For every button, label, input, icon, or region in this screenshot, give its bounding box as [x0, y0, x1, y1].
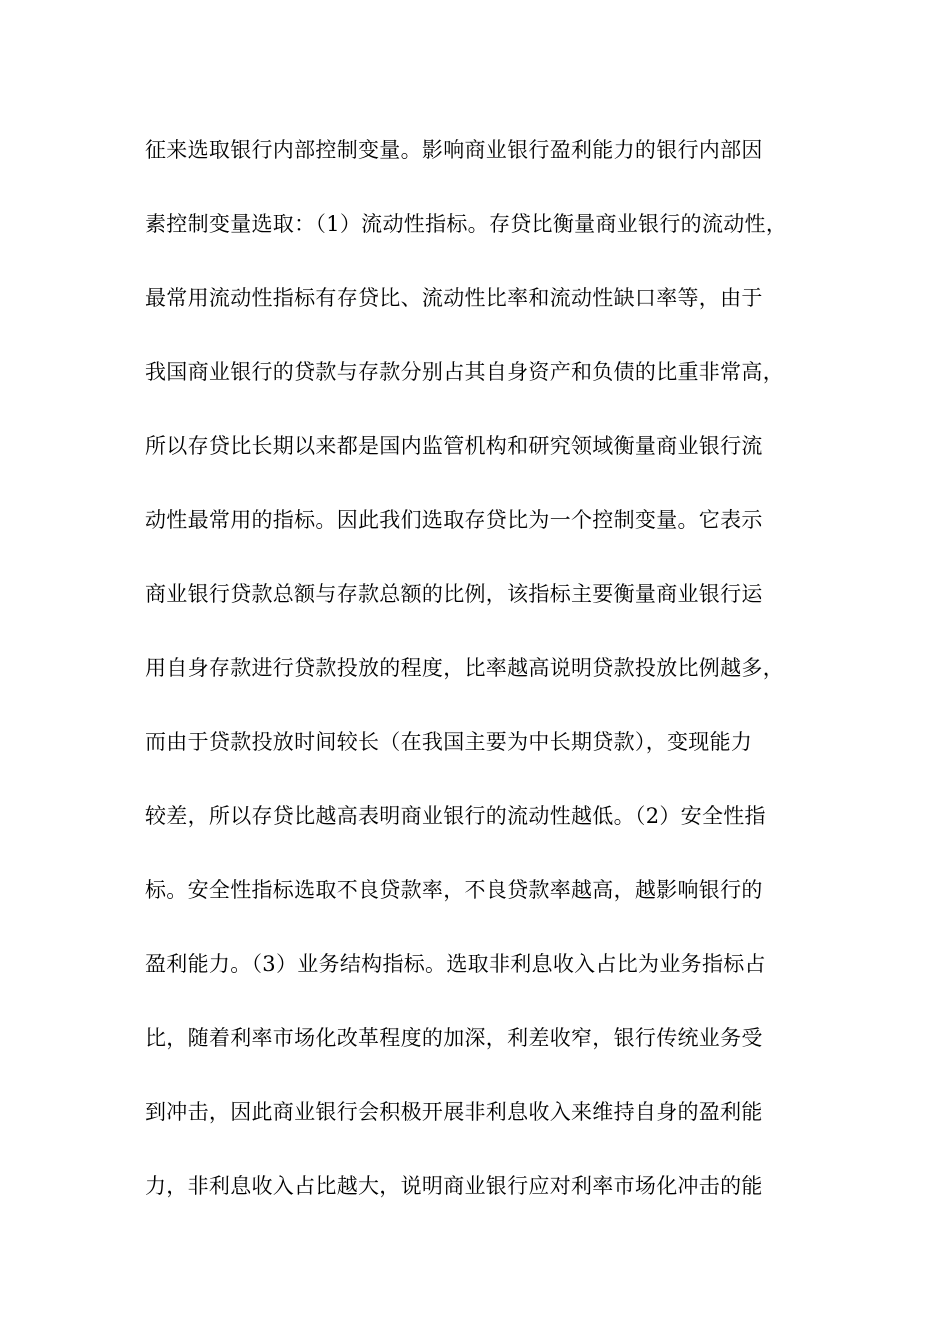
- text-line: 力，非利息收入占比越大，说明商业银行应对利率市场化冲击的能: [145, 1174, 763, 1198]
- text-line: 而由于贷款投放时间较长（在我国主要为中长期贷款），变现能力: [145, 730, 753, 754]
- text-line: 商业银行贷款总额与存款总额的比例，该指标主要衡量商业银行运: [145, 582, 763, 606]
- text-line: 较差，所以存贷比越高表明商业银行的流动性越低。（2）安全性指: [145, 804, 766, 828]
- text-line: 动性最常用的指标。因此我们选取存贷比为一个控制变量。它表示: [145, 508, 763, 532]
- text-line: 到冲击，因此商业银行会积极开展非利息收入来维持自身的盈利能: [145, 1100, 763, 1124]
- text-line: 素控制变量选取：（1）流动性指标。存贷比衡量商业银行的流动性，: [145, 212, 788, 236]
- text-line: 比，随着利率市场化改革程度的加深，利差收窄，银行传统业务受: [145, 1026, 763, 1050]
- text-line: 用自身存款进行贷款投放的程度，比率越高说明贷款投放比例越多，: [145, 656, 784, 680]
- text-line: 标。安全性指标选取不良贷款率，不良贷款率越高，越影响银行的: [145, 878, 763, 902]
- body-text: [145, 133, 825, 1243]
- text-line: 我国商业银行的贷款与存款分别占其自身资产和负债的比重非常高，: [145, 360, 784, 384]
- text-line: 盈利能力。（3）业务结构指标。选取非利息收入占比为业务指标占: [145, 952, 766, 976]
- text-line: 最常用流动性指标有存贷比、流动性比率和流动性缺口率等，由于: [145, 286, 763, 310]
- text-line: 所以存贷比长期以来都是国内监管机构和研究领域衡量商业银行流: [145, 434, 763, 458]
- text-line: 征来选取银行内部控制变量。影响商业银行盈利能力的银行内部因: [145, 138, 763, 162]
